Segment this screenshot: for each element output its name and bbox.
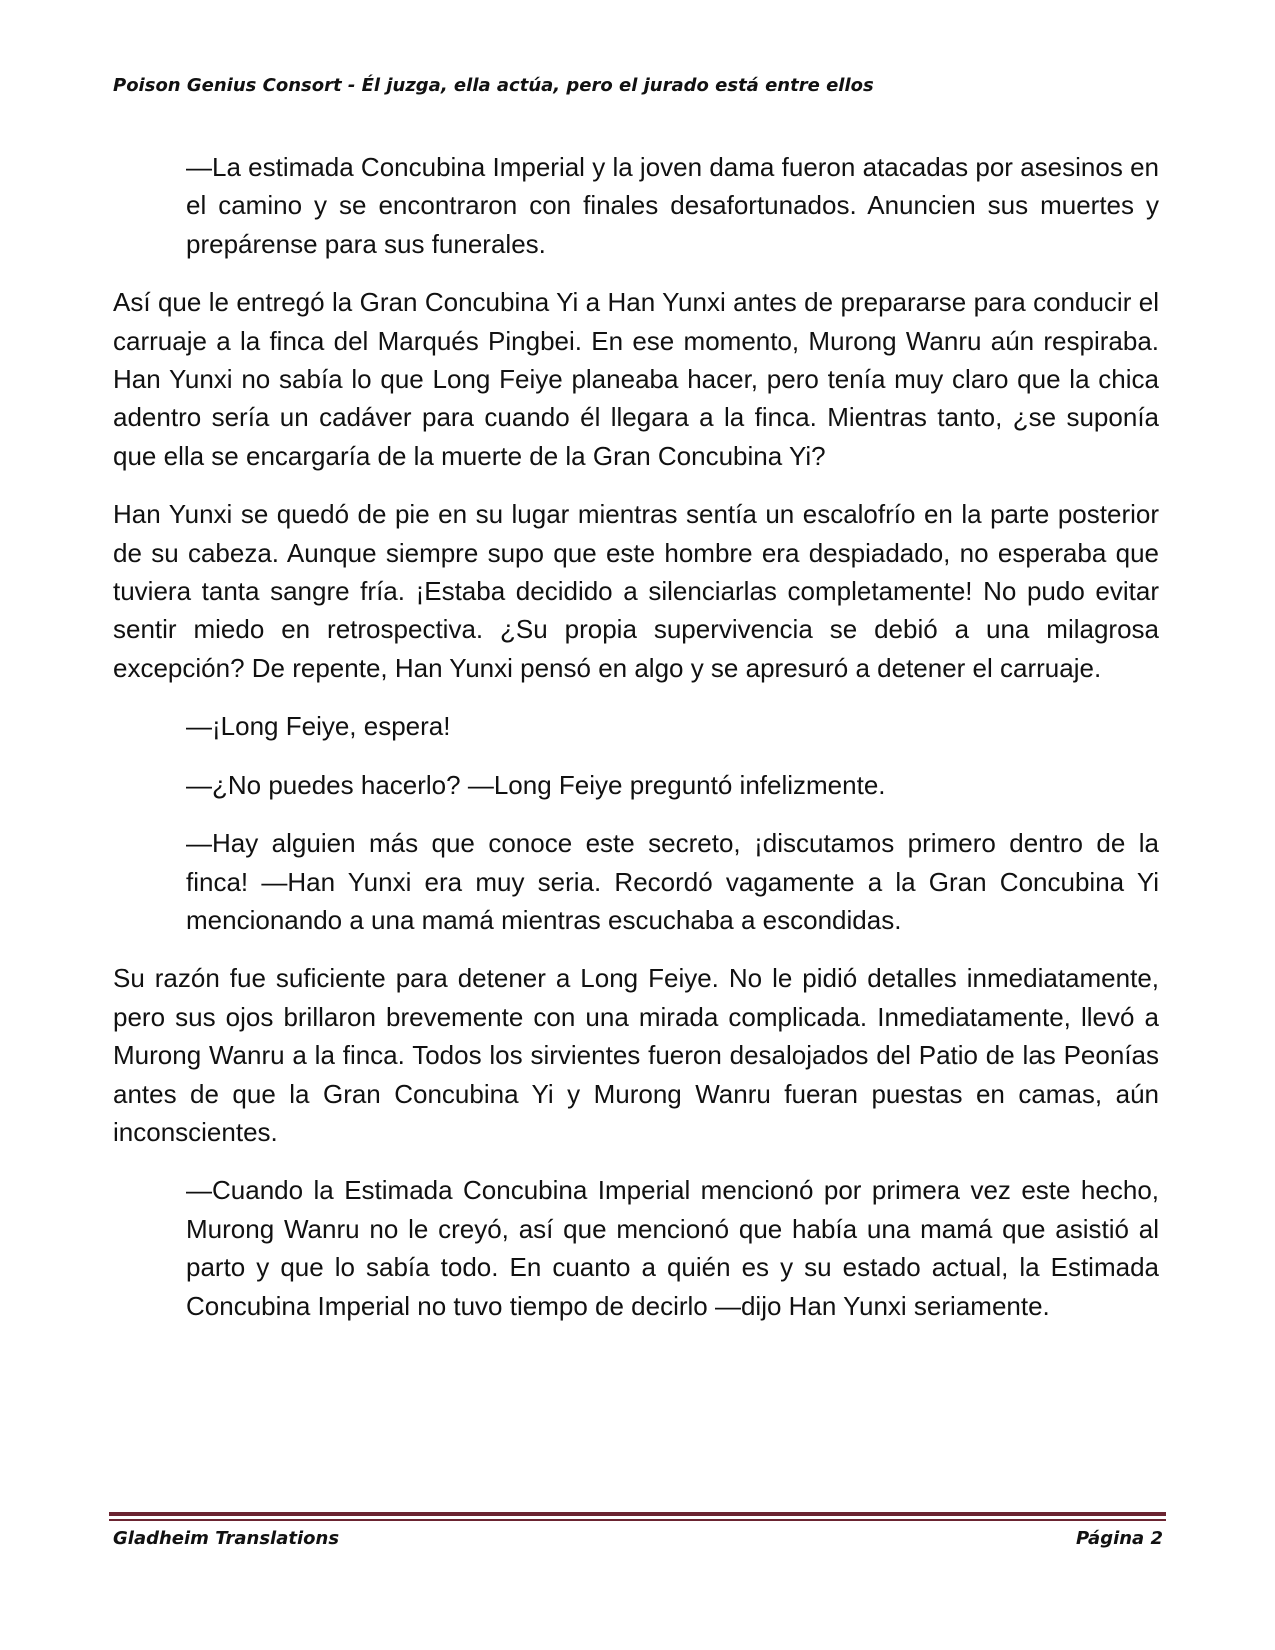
- page-number: Página 2: [1076, 1528, 1163, 1549]
- footer-credit: Gladheim Translations: [113, 1528, 340, 1549]
- paragraph: Su razón fue suficiente para detener a Long Feiye. No le pidió detalles inmediatamente, pero sus ojos brillaron brevemente con una mirada complicada. Inmediatamente, llevó a Murong Wanru a la finca. Todos los sirvientes fueron desalojados del Patio de las Peonías antes de que la Gran Concubina Yi y Murong Wanru fueran puestas en camas, aún inconscientes.: [113, 963, 1159, 1147]
- paragraph: —¿No puedes hacerlo? —Long Feiye preguntó infelizmente.: [186, 769, 886, 800]
- paragraph: Así que le entregó la Gran Concubina Yi a Han Yunxi antes de prepararse para conducir el carruaje a la finca del Marqués Pingbei. En ese momento, Murong Wanru aún respiraba. Han Yunxi no sabía lo que Long Feiye planeaba hacer, pero tenía muy claro que la chica adentro sería un cadáver para cuando él llegara a la finca. Mientras tanto, ¿se suponía que ella se encargaría de la muerte de la Gran Concubina Yi?: [113, 287, 1159, 471]
- footer-divider: [109, 1512, 1166, 1516]
- paragraph: —Hay alguien más que conoce este secreto, ¡discutamos primero dentro de la finca! —Han Yunxi era muy seria. Recordó vagamente a la Gran Concubina Yi mencionando a una mamá mientras escuchaba a escondidas.: [186, 828, 1159, 935]
- document-body: [113, 148, 1159, 1345]
- paragraph: —Cuando la Estimada Concubina Imperial mencionó por primera vez este hecho, Murong Wanru no le creyó, así que mencionó que había una mamá que asistió al parto y que lo sabía todo. En cuanto a quién es y su estado actual, la Estimada Concubina Imperial no tuvo tiempo de decirlo —dijo Han Yunxi seriamente.: [186, 1175, 1159, 1321]
- paragraph: Han Yunxi se quedó de pie en su lugar mientras sentía un escalofrío en la parte posterior de su cabeza. Aunque siempre supo que este hombre era despiadado, no esperaba que tuviera tanta sangre fría. ¡Estaba decidido a silenciarlas completamente! No pudo evitar sentir miedo en retrospectiva. ¿Su propia supervivencia se debió a una milagrosa excepción? De repente, Han Yunxi pensó en algo y se apresuró a detener el carruaje.: [113, 499, 1159, 683]
- paragraph: —La estimada Concubina Imperial y la joven dama fueron atacadas por asesinos en el camino y se encontraron con finales desafortunados. Anuncien sus muertes y prepárense para sus funerales.: [186, 152, 1159, 259]
- paragraph: —¡Long Feiye, espera!: [186, 711, 451, 742]
- footer-divider-thin: [109, 1519, 1166, 1521]
- running-header: Poison Genius Consort - Él juzga, ella actúa, pero el jurado está entre ellos: [113, 75, 874, 96]
